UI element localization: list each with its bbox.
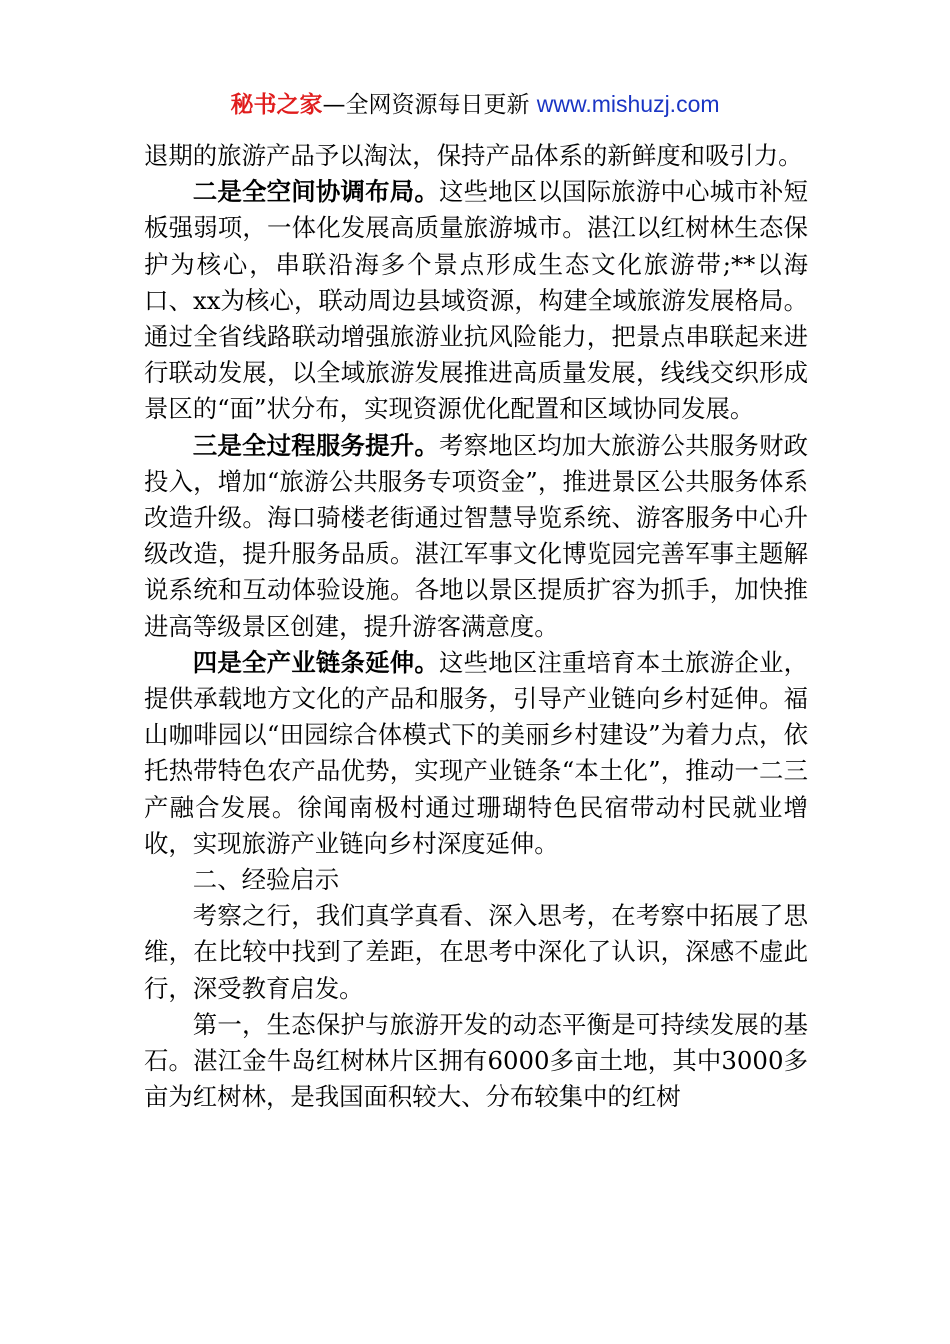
paragraph-spatial-layout (144, 174, 808, 427)
document-body (144, 138, 808, 1115)
section-heading-text: 二、经验启示 (192, 865, 340, 895)
paragraph-reflection (144, 898, 808, 1007)
paragraph-lead: 四是全产业链条延伸。 (192, 647, 439, 677)
page-header (0, 88, 950, 121)
paragraph-text: 考察地区均加大旅游公共服务财政投入，增加“旅游公共服务专项资金”，推进景区公共服务体系改造升级。海口骑楼老街通过智慧导览系统、游客服务中心升级改造，提升服务品质。湛江军事文化博览园完善军事主题解说系统和互动体验设施。各地以景区提质扩容为抓手，加快推进高等级景区创建，提升游客满意度。 (144, 430, 808, 641)
paragraph-industry-chain (144, 645, 808, 862)
paragraph-text: 退期的旅游产品予以淘汰，保持产品体系的新鲜度和吸引力。 (144, 141, 803, 170)
paragraph-text: 这些地区以国际旅游中心城市补短板强弱项，一体化发展高质量旅游城市。湛江以红树林生态保护为核心，串联沿海多个景点形成生态文化旅游带;**以海口、xx为核心，联动周边县域资源，构建全域旅游发展格局。通过全省线路联动增强旅游业抗风险能力，把景点串联起来进行联动发展，以全域旅游发展推进高质量发展，线线交织形成景区的“面”状分布，实现资源优化配置和区域协同发展。 (144, 177, 808, 424)
site-url-link[interactable]: www.mishuzj.com (536, 91, 720, 117)
paragraph-lead: 三是全过程服务提升。 (192, 430, 439, 460)
paragraph-continuation (144, 138, 808, 174)
paragraph-text: 考察之行，我们真学真看、深入思考，在考察中拓展了思维，在比较中找到了差距，在思考中深化了认识，深感不虚此行，深受教育启发。 (144, 901, 808, 1003)
paragraph-service-upgrade (144, 428, 808, 645)
header-tagline: —全网资源每日更新 (322, 92, 537, 118)
paragraph-first-point (144, 1007, 808, 1116)
paragraph-text: 这些地区注重培育本土旅游企业，提供承载地方文化的产品和服务，引导产业链向乡村延伸。福山咖啡园以“田园综合体模式下的美丽乡村建设”为着力点，依托热带特色农产品优势，实现产业链条“本土化”，推动一二三产融合发展。徐闻南极村通过珊瑚特色民宿带动村民就业增收，实现旅游产业链向乡村深度延伸。 (144, 647, 808, 858)
paragraph-lead: 二是全空间协调布局。 (192, 177, 439, 207)
brand-name: 秘书之家 (230, 92, 323, 118)
paragraph-text: 第一，生态保护与旅游开发的动态平衡是可持续发展的基石。湛江金牛岛红树林片区拥有6000多亩土地，其中3000多亩为红树林，是我国面积较大、分布较集中的红树 (144, 1009, 808, 1112)
section-heading (144, 862, 808, 898)
